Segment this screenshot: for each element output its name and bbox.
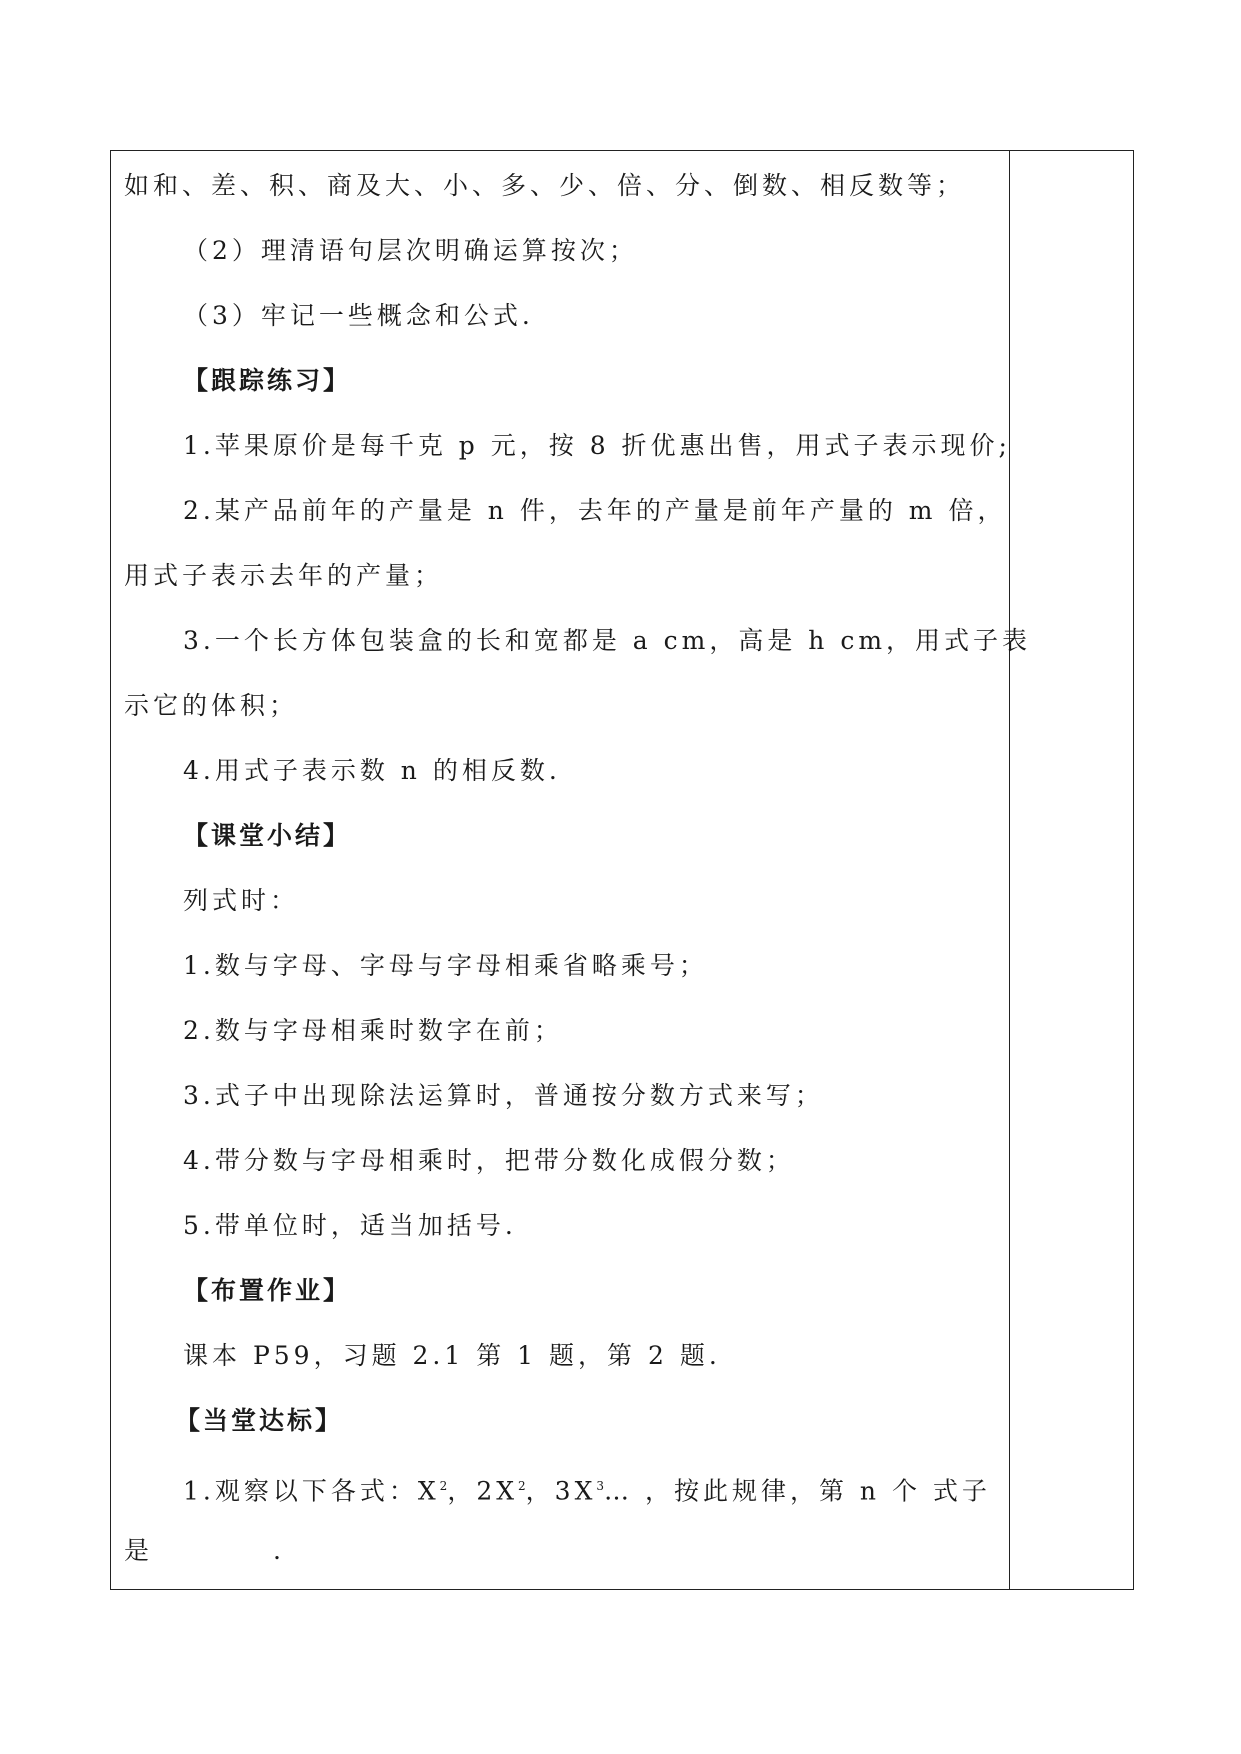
question-suffix: … ，按此规律，第 n 个 式子	[604, 1476, 991, 1506]
question-text: 是	[124, 1536, 154, 1565]
question-line	[124, 1536, 285, 1566]
question-line	[183, 1471, 991, 1506]
text-line: 1.苹果原价是每千克 p 元，按 8 折优惠出售，用式子表示现价;	[183, 431, 1011, 460]
question-text: .	[273, 1536, 285, 1565]
exponent: 3	[596, 1479, 605, 1493]
section-heading: 【布置作业】	[183, 1276, 352, 1305]
text-line: （2）理清语句层次明确运算按次；	[183, 236, 638, 265]
text-line: 4.带分数与字母相乘时，把带分数化成假分数；	[183, 1146, 795, 1175]
text-line: 用式子表示去年的产量；	[124, 561, 444, 590]
term-text: X	[417, 1476, 440, 1506]
question-prefix: 1.观察以下各式：	[183, 1476, 418, 1506]
exponent: 2	[439, 1479, 448, 1493]
text-line: 1.数与字母、字母与字母相乘省略乘号；	[183, 951, 708, 980]
text-line: 示它的体积；	[124, 691, 299, 720]
text-line: 3.式子中出现除法运算时，普通按分数方式来写；	[183, 1081, 824, 1110]
text-line: （3）牢记一些概念和公式.	[183, 301, 534, 330]
text-line: 3.一个长方体包装盒的长和宽都是 a cm，高是 h cm，用式子表	[183, 626, 1032, 655]
text-line: 2.数与字母相乘时数字在前；	[183, 1016, 563, 1045]
text-line: 课本 P59，习题 2.1 第 1 题，第 2 题.	[183, 1341, 721, 1370]
term-text: ，2X	[447, 1476, 519, 1506]
text-line: 列式时：	[183, 886, 300, 915]
column-divider	[1009, 151, 1010, 1589]
section-heading: 【跟踪练习】	[183, 366, 352, 395]
term-text: ，3X	[525, 1476, 597, 1506]
text-line: 2.某产品前年的产量是 n 件，去年的产量是前年产量的 m 倍，	[183, 496, 1007, 525]
exponent: 2	[518, 1479, 526, 1493]
text-line: 4.用式子表示数 n 的相反数.	[183, 756, 561, 785]
section-heading: 【当堂达标】	[175, 1406, 344, 1435]
section-heading: 【课堂小结】	[183, 821, 352, 850]
text-line: 如和、差、积、商及大、小、多、少、倍、分、倒数、相反数等；	[124, 171, 966, 200]
text-line: 5.带单位时，适当加括号.	[183, 1211, 517, 1240]
